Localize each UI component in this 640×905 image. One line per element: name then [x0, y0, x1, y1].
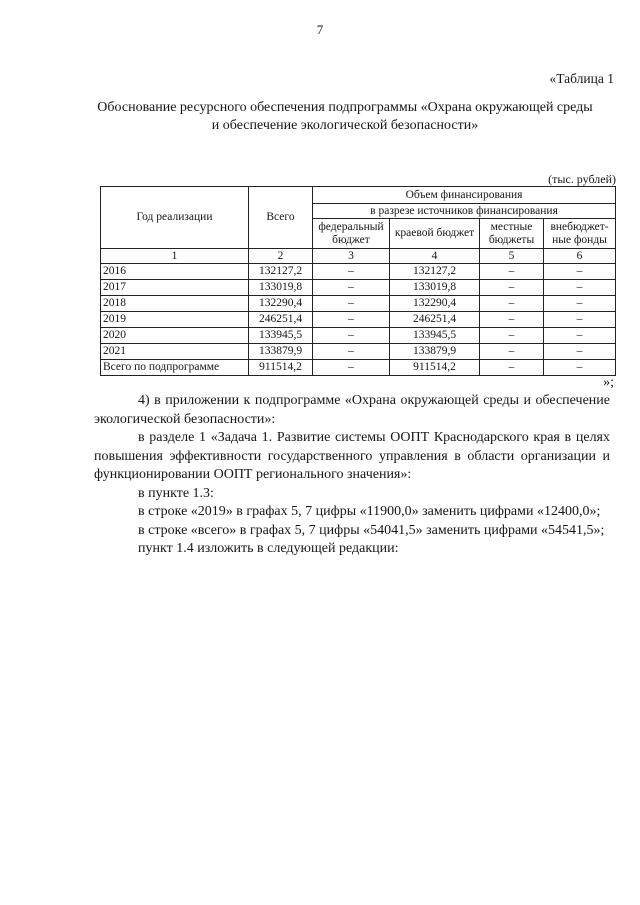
header-regional: краевой бюджет	[390, 219, 480, 249]
column-number: 3	[313, 249, 390, 264]
table-row	[101, 328, 616, 344]
cell-extra: –	[544, 312, 616, 328]
page-number: 7	[316, 22, 324, 37]
cell-year: 2021	[101, 344, 249, 360]
column-number: 1	[101, 249, 249, 264]
cell-local: –	[480, 280, 544, 296]
cell-year: 2016	[101, 264, 249, 280]
table-row	[101, 280, 616, 296]
cell-year: 2019	[101, 312, 249, 328]
cell-regional: 911514,2	[390, 360, 480, 376]
column-number: 6	[544, 249, 616, 264]
cell-regional: 133879,9	[390, 344, 480, 360]
cell-total: 133019,8	[249, 280, 313, 296]
body-text	[94, 392, 610, 559]
document-title: Обоснование ресурсного обеспечения подпрограммы «Охрана окружающей среды и обеспечение экологической безопасности»	[97, 100, 593, 133]
cell-year: 2017	[101, 280, 249, 296]
paragraph: в разделе 1 «Задача 1. Развитие системы ООПТ Краснодарского края в целях повышения эффективности государственного управления в области организации и функционировании ООПТ регионального значения»:	[94, 430, 610, 482]
cell-extra: –	[544, 360, 616, 376]
unit-note: (тыс. рублей)	[548, 172, 616, 186]
cell-federal: –	[313, 328, 390, 344]
cell-total: 133879,9	[249, 344, 313, 360]
cell-year: Всего по подпрограмме	[101, 360, 249, 376]
cell-local: –	[480, 344, 544, 360]
cell-regional: 133019,8	[390, 280, 480, 296]
cell-year: 2020	[101, 328, 249, 344]
cell-regional: 132290,4	[390, 296, 480, 312]
cell-year: 2018	[101, 296, 249, 312]
column-number: 4	[390, 249, 480, 264]
cell-federal: –	[313, 360, 390, 376]
cell-local: –	[480, 360, 544, 376]
cell-regional: 132127,2	[390, 264, 480, 280]
table-header-row	[101, 187, 616, 204]
cell-regional: 133945,5	[390, 328, 480, 344]
column-number: 5	[480, 249, 544, 264]
table-reference: «Таблица 1	[549, 71, 614, 86]
header-federal: федеральный бюджет	[313, 219, 390, 249]
cell-federal: –	[313, 264, 390, 280]
paragraph: 4) в приложении к подпрограмме «Охрана окружающей среды и обеспечение экологической безопасности»:	[94, 393, 610, 427]
table-row	[101, 264, 616, 280]
cell-regional: 246251,4	[390, 312, 480, 328]
cell-federal: –	[313, 344, 390, 360]
cell-total: 133945,5	[249, 328, 313, 344]
cell-federal: –	[313, 312, 390, 328]
cell-total: 132127,2	[249, 264, 313, 280]
cell-extra: –	[544, 328, 616, 344]
table-row	[101, 312, 616, 328]
header-total: Всего	[249, 187, 313, 249]
column-number-row	[101, 249, 616, 264]
header-local: местные бюджеты	[480, 219, 544, 249]
header-financing-volume: Объем финансирования	[313, 187, 616, 204]
cell-total: 246251,4	[249, 312, 313, 328]
cell-local: –	[480, 328, 544, 344]
header-extra-budgetary: внебюджет-ные фонды	[544, 219, 616, 249]
paragraph: пункт 1.4 изложить в следующей редакции:	[138, 541, 399, 556]
cell-federal: –	[313, 296, 390, 312]
header-by-sources: в разрезе источников финансирования	[313, 204, 616, 219]
cell-local: –	[480, 296, 544, 312]
table-row	[101, 296, 616, 312]
column-number: 2	[249, 249, 313, 264]
paragraph: в строке «2019» в графах 5, 7 цифры «11900,0» заменить цифрами «12400,0»;	[138, 504, 601, 519]
cell-extra: –	[544, 344, 616, 360]
cell-federal: –	[313, 280, 390, 296]
cell-extra: –	[544, 264, 616, 280]
cell-total: 911514,2	[249, 360, 313, 376]
cell-local: –	[480, 312, 544, 328]
paragraph: в пункте 1.3:	[138, 485, 214, 501]
cell-local: –	[480, 264, 544, 280]
cell-total: 132290,4	[249, 296, 313, 312]
paragraph: в строке «всего» в графах 5, 7 цифры «54041,5» заменить цифрами «54541,5»;	[138, 522, 605, 538]
cell-extra: –	[544, 296, 616, 312]
cell-extra: –	[544, 280, 616, 296]
financing-table	[100, 186, 616, 376]
header-year: Год реализации	[101, 187, 249, 249]
closing-quote: »;	[603, 375, 614, 390]
table-total-row	[101, 360, 616, 376]
table-row	[101, 344, 616, 360]
